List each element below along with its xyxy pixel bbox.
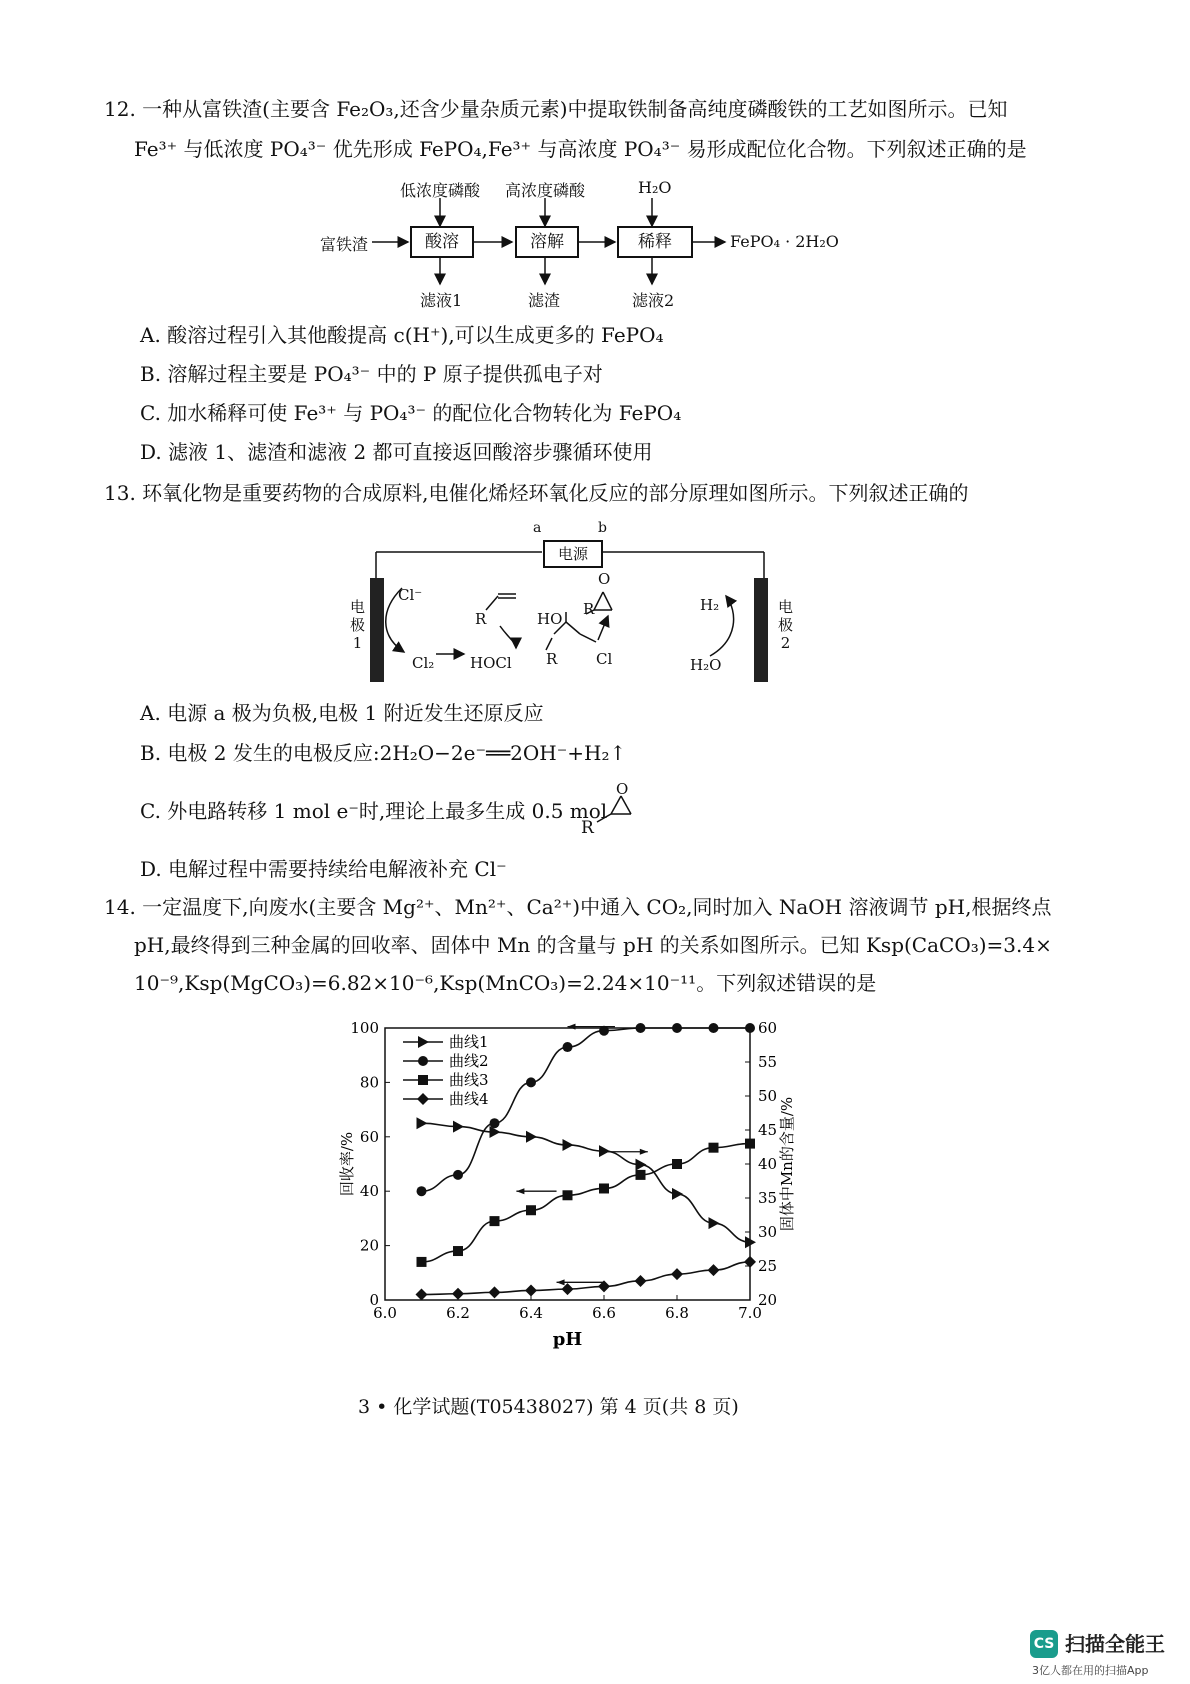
- data-point-2: [709, 1023, 719, 1033]
- q13-option-b: B. 电极 2 发生的电极反应:2H₂O−2e⁻══2OH⁻+H₂↑: [140, 741, 627, 765]
- y-right-tick-label: 45: [758, 1121, 778, 1139]
- data-point-4: [489, 1286, 501, 1298]
- data-point-1: [672, 1188, 683, 1200]
- q14-stem-line3: 10⁻⁹,Ksp(MgCO₃)=6.82×10⁻⁶,Ksp(MnCO₃)=2.24×10⁻¹¹。下列叙述错误的是: [134, 971, 877, 995]
- data-point-3: [636, 1170, 646, 1180]
- data-point-4: [416, 1289, 428, 1301]
- y-tick-label: 100: [350, 1019, 379, 1037]
- q14-stem-line1: 14. 一定温度下,向废水(主要含 Mg²⁺、Mn²⁺、Ca²⁺)中通入 CO₂,同时加入 NaOH 溶液调节 pH,根据终点: [104, 895, 1052, 919]
- data-point-2: [563, 1042, 573, 1052]
- data-point-4: [708, 1264, 720, 1276]
- y-right-tick-label: 40: [758, 1155, 778, 1173]
- data-point-4: [635, 1275, 647, 1287]
- watermark-name: 扫描全能王: [1065, 1632, 1165, 1656]
- data-point-3: [563, 1190, 573, 1200]
- q12-stem-line1: 12. 一种从富铁渣(主要含 Fe₂O₃,还含少量杂质元素)中提取铁制备高纯度磷酸铁的工艺如图所示。已知: [104, 97, 1008, 121]
- epoxide-r-label: R: [581, 818, 594, 838]
- chlorohydrin-cl: Cl: [596, 650, 613, 668]
- y-tick-label: 80: [359, 1073, 379, 1092]
- data-point-3: [453, 1246, 463, 1256]
- power-source: 电源: [543, 540, 603, 568]
- x-tick-label: 6.6: [592, 1304, 616, 1322]
- pole-b: b: [598, 520, 607, 536]
- data-point-3: [672, 1159, 682, 1169]
- data-point-1: [709, 1217, 720, 1229]
- hydrogen: H₂: [700, 596, 720, 614]
- y-right-tick-label: 30: [758, 1223, 778, 1241]
- data-point-3: [599, 1183, 609, 1193]
- y-axis-label: 回收率/%: [338, 1131, 356, 1197]
- legend-label-3: 曲线3: [449, 1071, 489, 1089]
- electrode-2: [754, 578, 768, 682]
- data-point-2: [453, 1170, 463, 1180]
- x-tick-label: 6.0: [373, 1304, 397, 1322]
- flow-out-filtrate2: 滤液2: [632, 291, 675, 310]
- q12-option-c: C. 加水稀释可使 Fe³⁺ 与 PO₄³⁻ 的配位化合物转化为 FePO₄: [140, 401, 682, 425]
- legend-label-4: 曲线4: [449, 1090, 489, 1108]
- q13-option-a: A. 电源 a 极为负极,电极 1 附近发生还原反应: [140, 701, 544, 725]
- epoxide-o-label: O: [616, 780, 629, 798]
- data-point-2: [417, 1186, 427, 1196]
- flow-add-water: H₂O: [638, 178, 672, 197]
- data-point-4: [562, 1283, 574, 1295]
- curve4-axis-arrow-head: [557, 1279, 565, 1285]
- water: H₂O: [690, 656, 722, 674]
- q12-option-b: B. 溶解过程主要是 PO₄³⁻ 中的 P 原子提供孤电子对: [140, 362, 603, 386]
- watermark-sub: 3亿人都在用的扫描App: [1032, 1664, 1149, 1677]
- curve3-axis-arrow-head: [516, 1188, 524, 1194]
- q13-option-d: D. 电解过程中需要持续给电解液补充 Cl⁻: [140, 857, 507, 881]
- y-right-tick-label: 35: [758, 1189, 778, 1207]
- x-tick-label: 6.4: [519, 1304, 543, 1322]
- q13-stem: 13. 环氧化物是重要药物的合成原料,电催化烯烃环氧化反应的部分原理如图所示。下列叙述正确的: [104, 481, 969, 505]
- y-tick-label: 40: [359, 1182, 379, 1201]
- flow-out-residue: 滤渣: [528, 291, 561, 310]
- y-tick-label: 60: [359, 1127, 379, 1146]
- data-point-1: [417, 1117, 428, 1129]
- chlorine: Cl₂: [412, 654, 435, 672]
- chlorohydrin-ho: HO: [537, 610, 563, 628]
- y-right-tick-label: 50: [758, 1087, 778, 1105]
- hocl: HOCl: [470, 654, 512, 672]
- data-point-2: [526, 1077, 536, 1087]
- data-point-3: [417, 1257, 427, 1267]
- flow-input: 富铁渣: [320, 235, 369, 254]
- y-right-tick-label: 60: [758, 1019, 778, 1037]
- legend-label-2: 曲线2: [449, 1052, 489, 1070]
- flow-add-low-acid: 低浓度磷酸: [400, 181, 481, 200]
- y-right-tick-label: 25: [758, 1257, 778, 1275]
- data-point-3: [709, 1143, 719, 1153]
- y-tick-label: 20: [359, 1236, 379, 1255]
- q12-option-a: A. 酸溶过程引入其他酸提高 c(H⁺),可以生成更多的 FePO₄: [140, 323, 664, 347]
- x-tick-label: 7.0: [738, 1304, 762, 1322]
- data-point-2: [636, 1023, 646, 1033]
- x-tick-label: 6.2: [446, 1304, 470, 1322]
- electrode-1-label: 电 极 1: [350, 598, 366, 652]
- series-line-4: [422, 1262, 751, 1295]
- curve1-axis-arrow-head: [640, 1149, 648, 1155]
- x-tick-label: 6.8: [665, 1304, 689, 1322]
- x-axis-label: pH: [552, 1329, 583, 1350]
- data-point-3: [526, 1205, 536, 1215]
- camscanner-logo-icon: CS: [1030, 1630, 1058, 1658]
- flow-step-dissolve: 溶解: [515, 226, 579, 258]
- series-line-1: [422, 1123, 751, 1242]
- electrode-1: [370, 578, 384, 682]
- chlorohydrin-r: R: [546, 650, 558, 668]
- page-footer: 3 • 化学试题(T05438027) 第 4 页(共 8 页): [358, 1396, 739, 1418]
- data-point-1: [599, 1145, 610, 1157]
- data-point-4: [671, 1268, 683, 1280]
- y-right-tick-label: 55: [758, 1053, 778, 1071]
- data-point-1: [563, 1139, 574, 1151]
- electrode-2-label: 电 极 2: [778, 598, 794, 652]
- epoxide-o: O: [598, 570, 611, 588]
- data-point-1: [453, 1121, 464, 1133]
- flow-add-high-acid: 高浓度磷酸: [505, 181, 586, 200]
- flow-step-acid-dissolve: 酸溶: [410, 226, 474, 258]
- q12-stem-line2: Fe³⁺ 与低浓度 PO₄³⁻ 优先形成 FePO₄,Fe³⁺ 与高浓度 PO₄³⁻ 易形成配位化合物。下列叙述正确的是: [134, 137, 1027, 161]
- data-point-4: [525, 1284, 537, 1296]
- legend-marker-1: [418, 1036, 429, 1048]
- data-point-3: [745, 1139, 755, 1149]
- q13-option-c: C. 外电路转移 1 mol e⁻时,理论上最多生成 0.5 mol: [140, 799, 608, 823]
- y-tick-label: 0: [369, 1291, 379, 1309]
- pole-a: a: [533, 520, 542, 536]
- data-point-2: [745, 1023, 755, 1033]
- flow-out-filtrate1: 滤液1: [420, 291, 463, 310]
- ph-recovery-chart: [330, 1010, 810, 1355]
- data-point-2: [672, 1023, 682, 1033]
- legend-marker-4: [417, 1093, 429, 1105]
- data-point-4: [452, 1288, 464, 1300]
- q12-option-d: D. 滤液 1、滤渣和滤液 2 都可直接返回酸溶步骤循环使用: [140, 440, 653, 464]
- y-right-axis-label: 固体中Mn的含量/%: [778, 1096, 796, 1232]
- data-point-3: [490, 1216, 500, 1226]
- legend-marker-2: [418, 1056, 428, 1066]
- epoxide-structure-icon: [585, 782, 645, 832]
- q14-stem-line2: pH,最终得到三种金属的回收率、固体中 Mn 的含量与 pH 的关系如图所示。已知 Ksp(CaCO₃)=3.4×: [134, 933, 1052, 957]
- legend-marker-3: [418, 1075, 428, 1085]
- legend-label-1: 曲线1: [449, 1033, 489, 1051]
- flow-step-dilute: 稀释: [617, 226, 693, 258]
- data-point-2: [490, 1118, 500, 1128]
- y-right-tick-label: 20: [758, 1291, 778, 1309]
- flow-product: FePO₄ · 2H₂O: [730, 232, 839, 251]
- alkene-r: R: [475, 610, 487, 628]
- data-point-1: [636, 1159, 647, 1171]
- chloride-ion: Cl⁻: [398, 586, 423, 604]
- data-point-1: [526, 1131, 537, 1143]
- epoxide-r: R: [583, 600, 595, 618]
- plot-frame: [385, 1028, 750, 1300]
